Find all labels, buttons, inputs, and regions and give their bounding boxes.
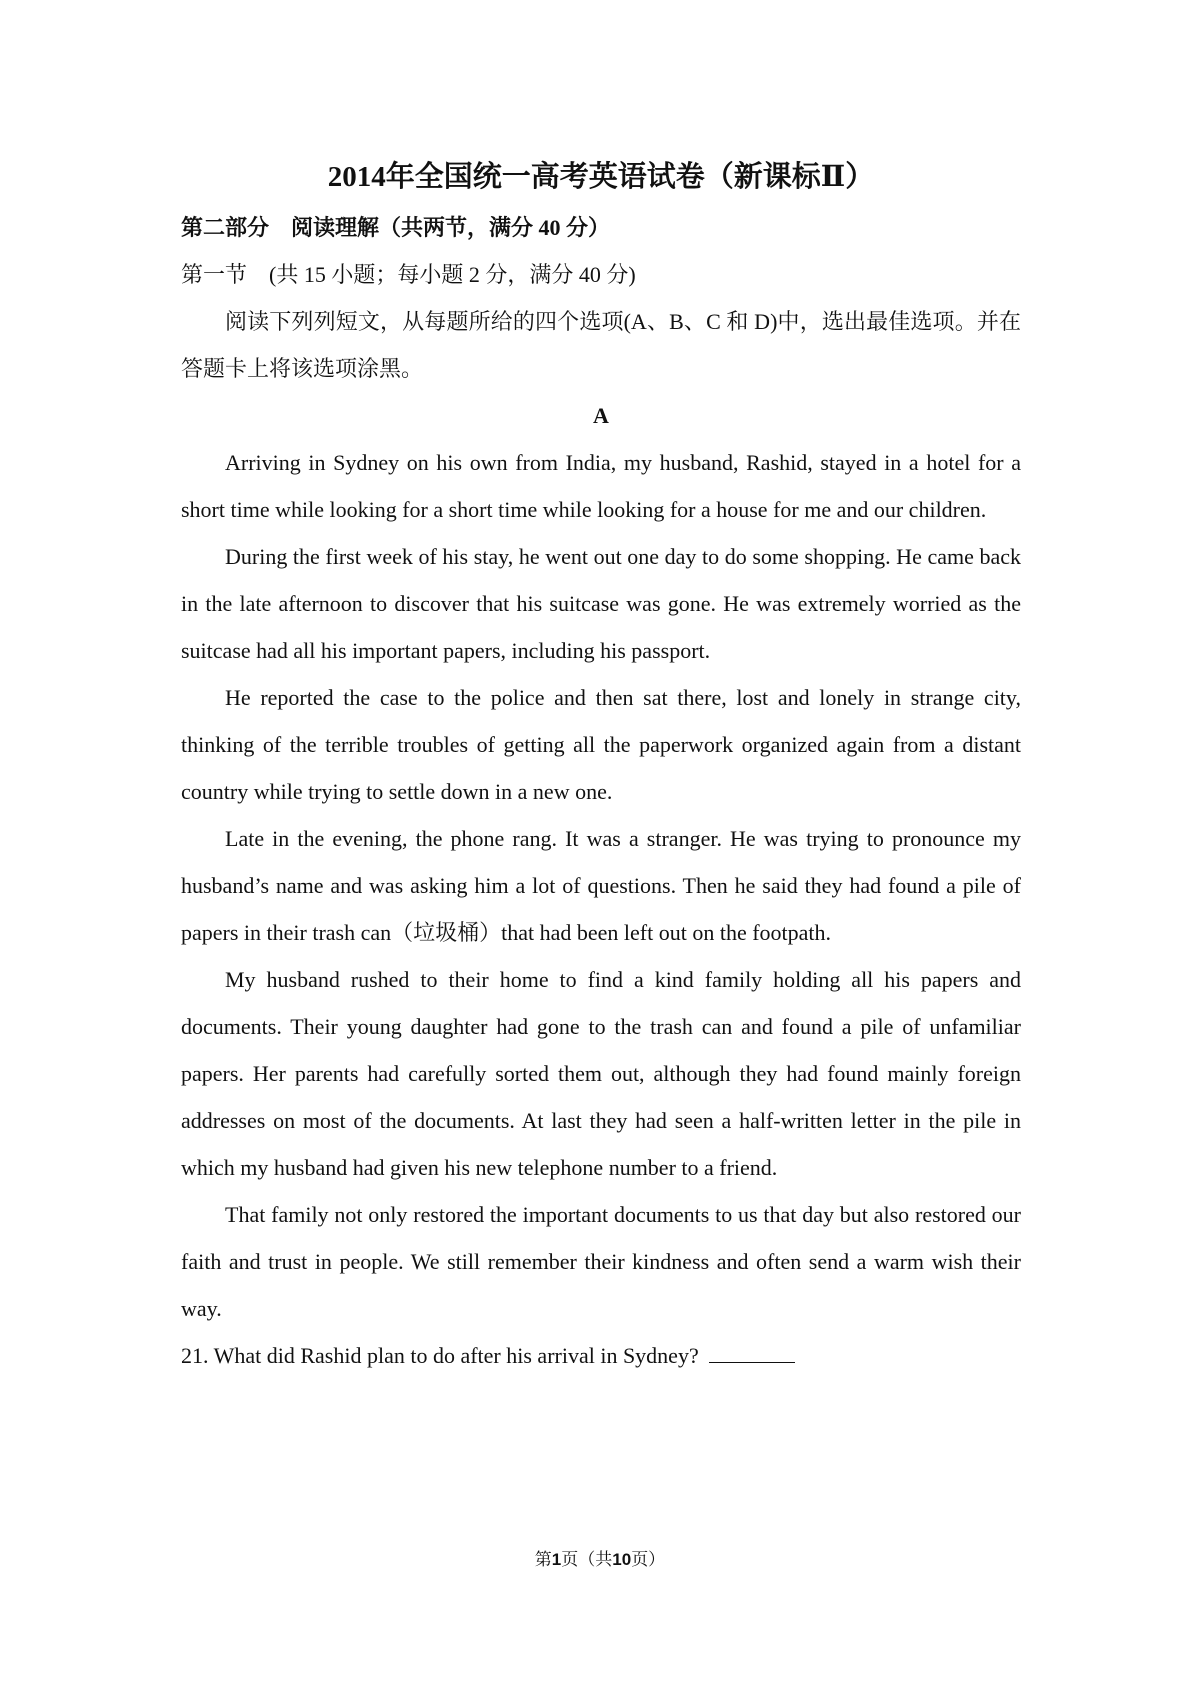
passage-paragraph: Arriving in Sydney on his own from India, my husband, Rashid, stayed in a hotel for a short time while looking for a short time while looking for a house for me and our children. xyxy=(181,450,1021,522)
footer-middle: 页（共 xyxy=(561,1550,613,1569)
footer-page-number: 1 xyxy=(551,1550,562,1569)
passage-paragraph: That family not only restored the important documents to us that day but also restored our faith and trust in people. We still remember their kindness and often send a warm wish their way. xyxy=(181,1202,1021,1321)
passage-paragraph: My husband rushed to their home to find a kind family holding all his papers and documents. Their young daughter had gone to the trash can and found a pile of unfamiliar papers. Her parents had carefully sorted them out, although they had found mainly foreign addresses on most of the documents. At last they had seen a half-written letter in the pile in which my husband had given his new telephone number to a friend. xyxy=(181,967,1021,1180)
passage-paragraph: He reported the case to the police and then sat there, lost and lonely in strange city, thinking of the terrible troubles of getting all the paperwork organized again from a distant country while trying to settle down in a new one. xyxy=(181,685,1021,804)
passage-paragraph: During the first week of his stay, he went out one day to do some shopping. He came back in the late afternoon to discover that his suitcase was gone. He was extremely worried as the suitcase had all his important papers, including his passport. xyxy=(181,544,1021,663)
page-content xyxy=(181,150,1021,1379)
footer-prefix: 第 xyxy=(534,1550,552,1569)
answer-blank xyxy=(709,1344,795,1363)
footer-suffix: 页） xyxy=(631,1550,666,1569)
passage-paragraph: Late in the evening, the phone rang. It was a stranger. He was trying to pronounce my husband’s name and was asking him a lot of questions. Then he said they had found a pile of papers in their trash can（垃圾桶）that had been left out on the footpath. xyxy=(181,826,1021,945)
document-title: 2014年全国统一高考英语试卷（新课标Ⅱ） xyxy=(327,161,875,193)
question-21 xyxy=(181,1332,1021,1379)
instructions: 阅读下列列短文，从每题所给的四个选项(A、B、C 和 D)中，选出最佳选项。并在答题卡上将该选项涂黑。 xyxy=(181,309,1021,381)
passage-letter: A xyxy=(593,403,609,428)
part-heading: 第二部分 阅读理解（共两节，满分 40 分） xyxy=(181,215,611,240)
section-heading: 第一节 (共 15 小题；每小题 2 分，满分 40 分) xyxy=(181,262,636,287)
footer-total-pages: 10 xyxy=(612,1550,632,1569)
page-footer xyxy=(0,1548,1200,1572)
question-21-text: 21. What did Rashid plan to do after his arrival in Sydney? xyxy=(181,1343,699,1368)
